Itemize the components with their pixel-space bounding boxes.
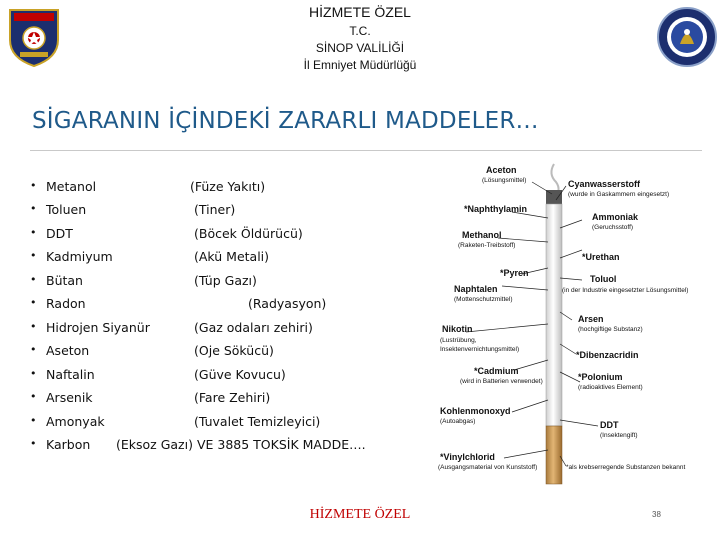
- substance-description: (Radyasyon): [248, 296, 327, 311]
- substance-name: Naftalin: [46, 367, 95, 382]
- footer-classification-label: HİZMETE ÖZEL: [309, 507, 411, 522]
- substance-name: Aseton: [46, 343, 90, 358]
- bullet: •: [30, 202, 37, 215]
- label-polonium: *Polonium: [578, 372, 623, 382]
- bullet: •: [30, 414, 37, 427]
- label-ddt: DDT: [600, 420, 619, 430]
- substance-name: Metanol: [46, 179, 97, 194]
- cigarette-diagram: [432, 160, 690, 490]
- label-kohlenmonoxyd-sub: (Autoabgas): [440, 418, 476, 425]
- label-cadmium: *Cadmium: [474, 366, 519, 376]
- page-title: SİGARANIN İÇİNDEKİ ZARARLI MADDELER…: [32, 108, 539, 134]
- bullet: •: [30, 296, 37, 309]
- bullet: •: [30, 249, 37, 262]
- label-vinylchlorid: *Vinylchlorid: [440, 452, 495, 462]
- label-arsen: Arsen: [578, 314, 604, 324]
- label-nikotin-sub1: (Lustrübung,: [440, 337, 477, 344]
- label-pyren: *Pyren: [500, 268, 529, 278]
- substance-name: Kadmiyum: [46, 249, 113, 264]
- substance-description: (Tüp Gazı): [194, 273, 257, 288]
- substance-description: (Tiner): [194, 202, 236, 217]
- substance-name: DDT: [46, 226, 73, 241]
- page-number: 38: [652, 510, 661, 519]
- substance-name: Arsenik: [46, 390, 93, 405]
- substance-name: Karbon: [46, 437, 91, 452]
- label-toluol: Toluol: [590, 274, 617, 284]
- label-polonium-sub: (radioaktives Element): [578, 384, 643, 391]
- bullet: •: [30, 343, 37, 356]
- label-toluol-sub: (in der Industrie eingesetzter Lösungsmittel): [562, 287, 689, 294]
- substance-description: (Böcek Öldürücü): [194, 226, 303, 241]
- label-naphtalen: Naphtalen: [454, 284, 498, 294]
- substance-name: Hidrojen Siyanür: [46, 320, 150, 335]
- label-dibenzacridin: *Dibenzacridin: [576, 350, 639, 360]
- label-arsen-sub: (hochgiftige Substanz): [578, 326, 643, 333]
- substance-description: (Oje Sökücü): [194, 343, 274, 358]
- substance-name: Amonyak: [46, 414, 105, 429]
- substance-name: Toluen: [46, 202, 87, 217]
- label-ammoniak: Ammoniak: [592, 212, 639, 222]
- label-cyan-sub: (wurde in Gaskammern eingesetzt): [568, 191, 670, 198]
- substance-description: (Akü Metali): [194, 249, 270, 264]
- label-kohlenmonoxyd: Kohlenmonoxyd: [440, 406, 511, 416]
- label-nikotin: Nikotin: [442, 324, 473, 334]
- bullet: •: [30, 437, 37, 450]
- substance-description: (Eksoz Gazı) VE 3885 TOKSİK MADDE….: [116, 437, 366, 452]
- label-naphtalen-sub: (Mottenschutzmittel): [454, 296, 513, 303]
- substance-name: Bütan: [46, 273, 83, 288]
- divider: [30, 150, 702, 151]
- substance-description: (Gaz odaları zehiri): [194, 320, 313, 335]
- bullet: •: [30, 320, 37, 333]
- bullet: •: [30, 367, 37, 380]
- label-urethan: *Urethan: [582, 252, 620, 262]
- header-line-mudurluk: İl Emniyet Müdürlüğü: [303, 58, 417, 72]
- label-vinylchlorid-sub: (Ausgangsmaterial von Kunststoff): [438, 464, 538, 471]
- label-methanol-sub: (Raketen-Treibstoff): [458, 242, 516, 249]
- label-naphthylamin: *Naphthylamin: [464, 204, 528, 214]
- label-krebs-note: *als krebserregende Substanzen bekannt: [566, 464, 686, 471]
- bullet: •: [30, 273, 37, 286]
- label-nikotin-sub2: Insektenvernichtungsmittel): [440, 346, 520, 353]
- bullet: •: [30, 179, 37, 192]
- label-aceton-sub: (Lösungsmittel): [482, 177, 527, 184]
- label-aceton: Aceton: [486, 165, 517, 175]
- substance-description: (Tuvalet Temizleyici): [194, 414, 321, 429]
- header-line-valilik: SİNOP VALİLİĞİ: [315, 41, 405, 55]
- classification-label: HİZMETE ÖZEL: [309, 4, 411, 20]
- label-ammoniak-sub: (Geruchsstoff): [592, 224, 634, 231]
- substance-name: Radon: [46, 296, 86, 311]
- label-methanol: Methanol: [462, 230, 502, 240]
- bullet: •: [30, 226, 37, 239]
- label-cyan: Cyanwasserstoff: [568, 179, 641, 189]
- substance-description: (Füze Yakıtı): [190, 179, 266, 194]
- label-cadmium-sub: (wird in Batterien verwendet): [460, 378, 543, 385]
- substance-description: (Fare Zehiri): [194, 390, 271, 405]
- substance-description: (Güve Kovucu): [194, 367, 286, 382]
- label-ddt-sub: (Insektengift): [600, 432, 638, 439]
- bullet: •: [30, 390, 37, 403]
- header-line-tc: T.C.: [349, 24, 371, 38]
